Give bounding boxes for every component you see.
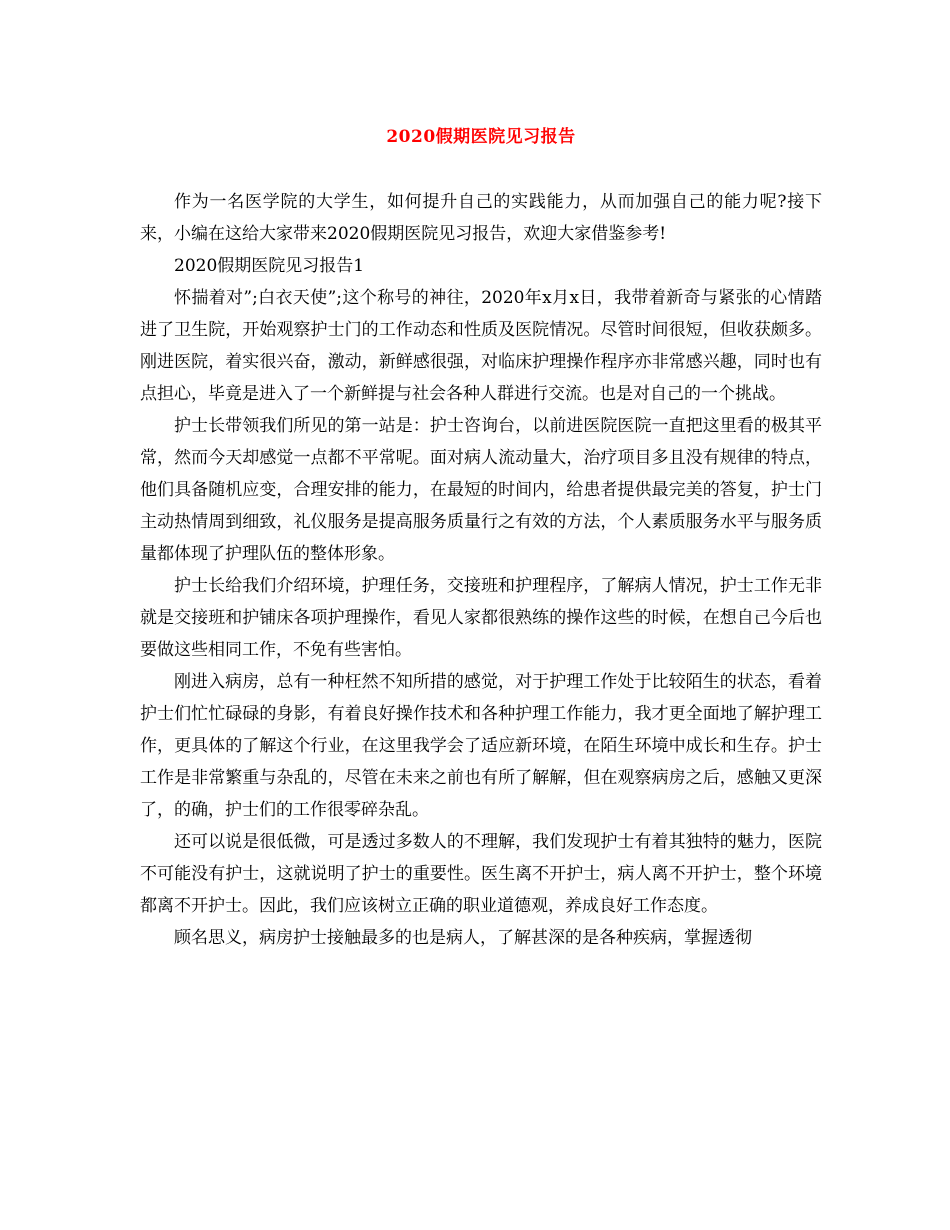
paragraph: 顾名思义，病房护士接触最多的也是病人，了解甚深的是各种疾病，掌握透彻 xyxy=(174,928,752,948)
paragraph: 刚进入病房，总有一种枉然不知所措的感觉，对于护理工作处于比较陌生的状态，看着护士们忙忙碌碌的身影，有着良好操作技术和各种护理工作能力，我才更全面地了解护理工作，更具体的了解这个行业，在这里我学会了适应新环境，在陌生环境中成长和生存。护士工作是非常繁重与杂乱的，尽管在未来之前也有所了解解，但在观察病房之后，感触又更深了，的确，护士们的工作很零碎杂乱。 xyxy=(140,672,822,820)
section-heading: 2020假期医院见习报告1 xyxy=(174,256,365,276)
document-title: 2020假期医院见习报告 xyxy=(386,127,576,147)
paragraph: 护士长给我们介绍环境，护理任务，交接班和护理程序，了解病人情况，护士工作无非就是交接班和护铺床各项护理操作，看见人家都很熟练的操作这些的时候，在想自己今后也要做这些相同工作，不免有些害怕。 xyxy=(140,576,822,660)
paragraph: 还可以说是很低微，可是透过多数人的不理解，我们发现护士有着其独特的魅力，医院不可能没有护士，这就说明了护士的重要性。医生离不开护士，病人离不开护士，整个环境都离不开护士。因此，我们应该树立正确的职业道德观，养成良好工作态度。 xyxy=(140,832,822,916)
document-body xyxy=(140,186,822,954)
paragraph-intro: 作为一名医学院的大学生，如何提升自己的实践能力，从而加强自己的能力呢?接下来，小编在这给大家带来2020假期医院见习报告，欢迎大家借鉴参考! xyxy=(140,192,822,244)
paragraph: 护士长带领我们所见的第一站是：护士咨询台，以前进医院医院一直把这里看的极其平常，然而今天却感觉一点都不平常呢。面对病人流动量大，治疗项目多且没有规律的特点，他们具备随机应变，合理安排的能力，在最短的时间内，给患者提供最完美的答复，护士门主动热情周到细致，礼仪服务是提高服务质量行之有效的方法，个人素质服务水平与服务质量都体现了护理队伍的整体形象。 xyxy=(140,416,822,564)
paragraph: 怀揣着对”;白衣天使”;这个称号的神往，2020年x月x日，我带着新奇与紧张的心情踏进了卫生院，开始观察护士门的工作动态和性质及医院情况。尽管时间很短，但收获颇多。刚进医院，着实很兴奋，激动，新鲜感很强，对临床护理操作程序亦非常感兴趣，同时也有点担心，毕竟是进入了一个新鲜提与社会各种人群进行交流。也是对自己的一个挑战。 xyxy=(140,288,822,404)
